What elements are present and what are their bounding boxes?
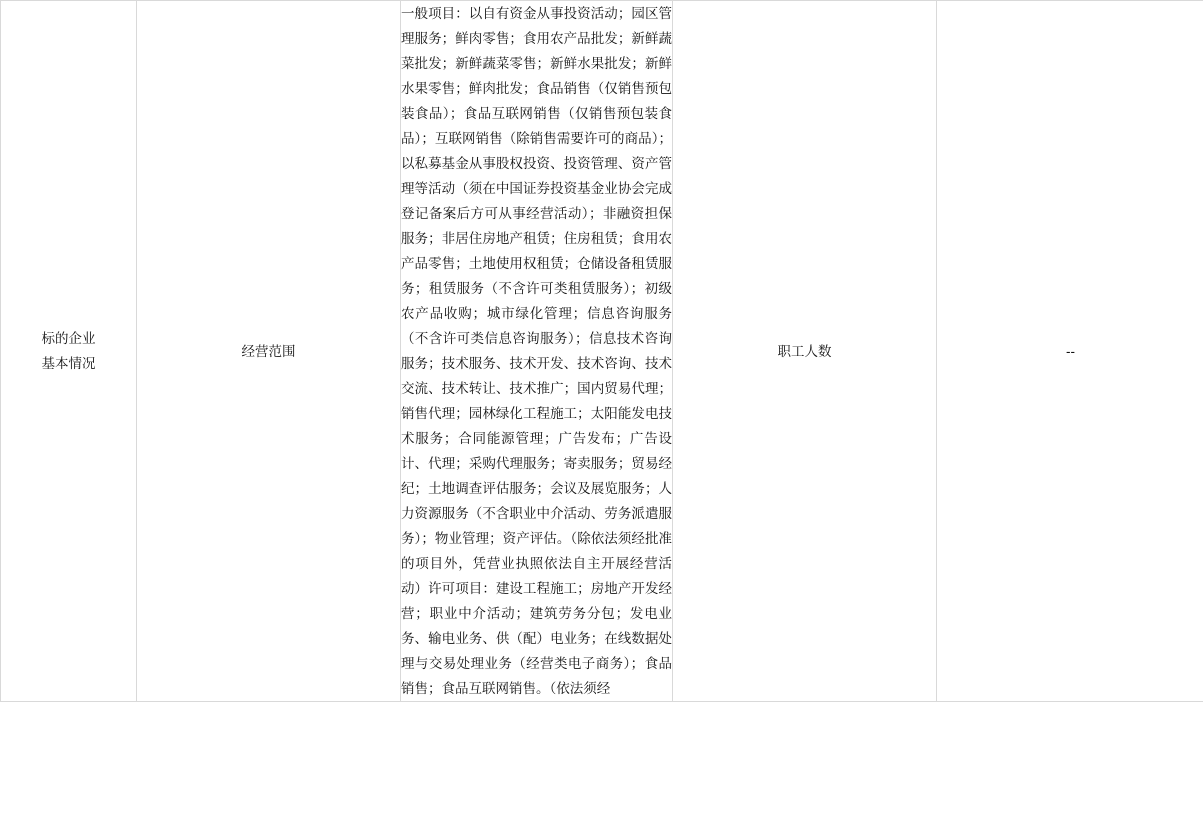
field-name-text: 经营范围 <box>241 343 296 359</box>
business-scope-text: 一般项目：以自有资金从事投资活动；园区管理服务；鲜肉零售；食用农产品批发；新鲜蔬菜批发；新鲜蔬菜零售；新鲜水果批发；新鲜水果零售；鲜肉批发；食品销售（仅销售预包装食品）；食品互联网销售（仅销售预包装食品）；互联网销售（除销售需要许可的商品）；以私募基金从事股权投资、投资管理、资产管理等活动（须在中国证券投资基金业协会完成登记备案后方可从事经营活动）；非融资担保服务；非居住房地产租赁；住房租赁；食用农产品零售；土地使用权租赁；仓储设备租赁服务；租赁服务（不含许可类租赁服务）；初级农产品收购；城市绿化管理；信息咨询服务（不含许可类信息咨询服务）；信息技术咨询服务；技术服务、技术开发、技术咨询、技术交流、技术转让、技术推广；国内贸易代理；销售代理；园林绿化工程施工；太阳能发电技术服务；合同能源管理；广告发布；广告设计、代理；采购代理服务；寄卖服务；贸易经纪；土地调查评估服务；会议及展览服务；人力资源服务（不含职业中介活动、劳务派遣服务）；物业管理；资产评估。（除依法须经批准的项目外，凭营业执照依法自主开展经营活动）许可项目：建设工程施工；房地产开发经营；职业中介活动；建筑劳务分包；发电业务、输电业务、供（配）电业务；在线数据处理与交易处理业务（经营类电子商务）；食品销售；食品互联网销售。（依法须经 <box>401 6 672 696</box>
employee-count-text: -- <box>1066 343 1075 359</box>
field-name-cell <box>137 1 401 702</box>
table-row <box>1 1 1203 702</box>
row-label-cell <box>1 1 137 702</box>
employee-count-cell <box>937 1 1203 702</box>
field-name-text-2: 职工人数 <box>777 343 832 359</box>
row-label-text: 标的企业 基本情况 <box>41 331 96 371</box>
business-scope-cell <box>401 1 673 702</box>
field-name-cell-2 <box>673 1 937 702</box>
